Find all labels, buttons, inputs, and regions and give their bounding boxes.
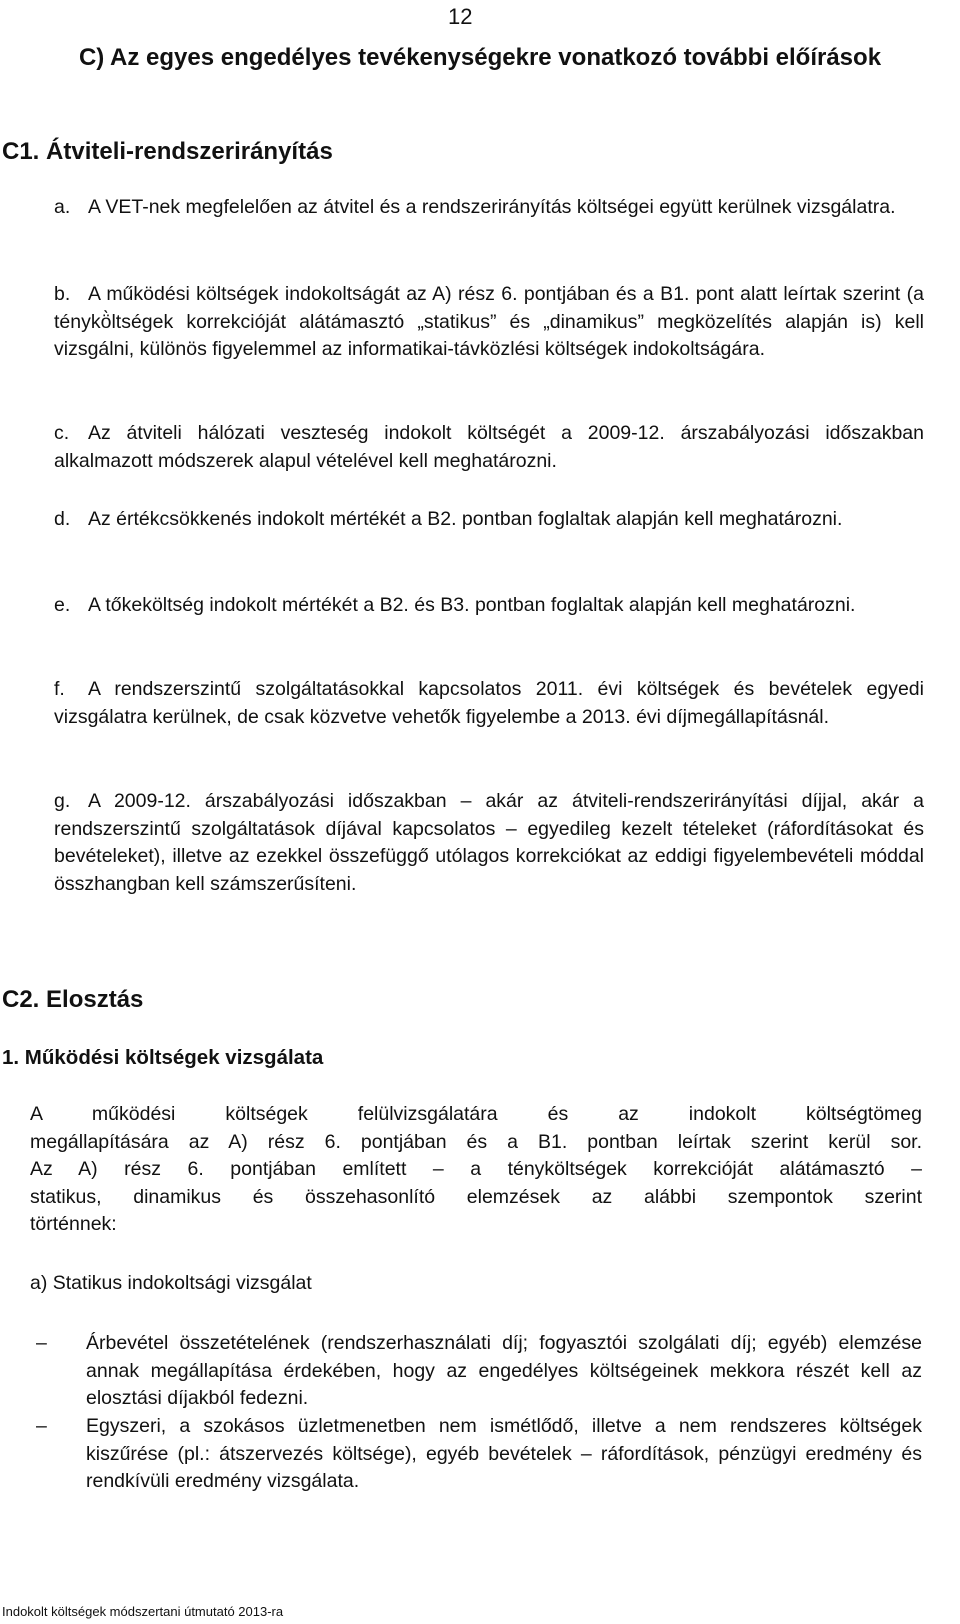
bullet-text: Egyszeri, a szokásos üzletmenetben nem ismétlődő, illetve a nem rendszeres költségek kiszűrése (pl.: átszervezés költsége), egyéb bevételek – ráfordítások, pénzügyi eredmény és rendkívüli eredmény vizsgálata. xyxy=(86,1415,922,1492)
list-item-text: A tőkeköltség indokolt mértékét a B2. és B3. pontban foglaltak alapján kell meghatározni. xyxy=(88,594,856,616)
section-c1-heading: C1. Átviteli-rendszerirányítás xyxy=(2,138,333,165)
intro-paragraph xyxy=(30,1101,922,1239)
list-item-letter: c. xyxy=(54,422,70,444)
list-item-text: A rendszerszintű szolgáltatásokkal kapcsolatos 2011. évi költségek és bevételek egyedi vizsgálatra kerülnek, de csak közvetve vehetők figyelembe a 2013. évi díjmegállapításnál. xyxy=(54,678,924,728)
page-number: 12 xyxy=(448,4,473,29)
list-item-letter: f. xyxy=(54,678,65,700)
list-item-a xyxy=(54,194,924,222)
list-item-e xyxy=(54,592,924,620)
list-item-letter: b. xyxy=(54,283,71,305)
list-item-text: A VET-nek megfelelően az átvitel és a rendszerirányítás költségei együtt kerülnek vizsgálatra. xyxy=(88,196,896,218)
subsection-heading: 1. Működési költségek vizsgálata xyxy=(2,1046,324,1069)
bullet-item xyxy=(30,1330,922,1413)
page-footer: Indokolt költségek módszertani útmutató 2013-ra xyxy=(2,1604,284,1619)
bullet-item xyxy=(30,1413,922,1496)
list-item-letter: e. xyxy=(54,594,71,616)
static-analysis-subheading: a) Statikus indokoltsági vizsgálat xyxy=(30,1272,312,1294)
list-item-c xyxy=(54,420,924,475)
list-item-text: A működési költségek indokoltságát az A) rész 6. pontjában és a B1. pont alatt leírtak szerint (a ténykö̀ltségek korrekcióját alátámasztó „statikus” és „dinamikus” megközelítés alapján is) kell vizsgálni, különös figyelemmel az informatikai-távközlési költségek indokoltságára. xyxy=(54,283,924,360)
list-item-text: Az értékcsökkenés indokolt mértékét a B2. pontban foglaltak alapján kell meghatározni. xyxy=(88,508,843,530)
list-item-text: A 2009-12. árszabályozási időszakban – akár az átviteli-rendszerirányítási díjjal, akár a rendszerszintű szolgáltatások díjával kapcsolatos – egyedileg kezelt tételeket (ráfordításokat és bevételeket), illetve az ezekkel összefüggő utólagos korrekciókat az eddigi figyelembevételi móddal összhangban kell számszerűsíteni. xyxy=(54,790,924,895)
list-item-letter: a. xyxy=(54,196,71,218)
bullet-text: Árbevétel összetételének (rendszerhasználati díj; fogyasztói szolgálati díj; egyéb) elemzése annak megállapítása érdekében, hogy az engedélyes költségeinek mekkora részét kell az elosztási díjakból fedezni. xyxy=(86,1332,922,1409)
dash-bullet-icon: – xyxy=(36,1332,47,1354)
dash-bullet-icon: – xyxy=(36,1415,47,1437)
list-item-f xyxy=(54,676,924,731)
paragraph-line: megállapítására az A) rész 6. pontjában és a B1. pontban leírtak szerint kerül sor. xyxy=(30,1130,922,1153)
paragraph-line: Az A) rész 6. pontjában említett – a tényköltségek korrekcióját alátámasztó – xyxy=(30,1158,922,1180)
list-item-letter: g. xyxy=(54,790,71,812)
list-item-text: Az átviteli hálózati veszteség indokolt költségét a 2009-12. árszabályozási időszakban alkalmazott módszerek alapul vételével kell meghatározni. xyxy=(54,422,924,472)
paragraph-line: történnek: xyxy=(30,1213,117,1235)
section-c-heading: C) Az egyes engedélyes tevékenységekre vonatkozó további előírások xyxy=(78,44,882,71)
list-item-g xyxy=(54,788,924,898)
list-item-b xyxy=(54,281,924,364)
list-item-d xyxy=(54,506,924,534)
list-item-letter: d. xyxy=(54,508,71,530)
paragraph-line: statikus, dinamikus és összehasonlító elemzések az alábbi szempontok szerint xyxy=(30,1185,922,1208)
section-c2-heading: C2. Elosztás xyxy=(2,986,144,1013)
paragraph-line: A működési költségek felülvizsgálatára és az indokolt költségtömeg xyxy=(30,1103,922,1125)
